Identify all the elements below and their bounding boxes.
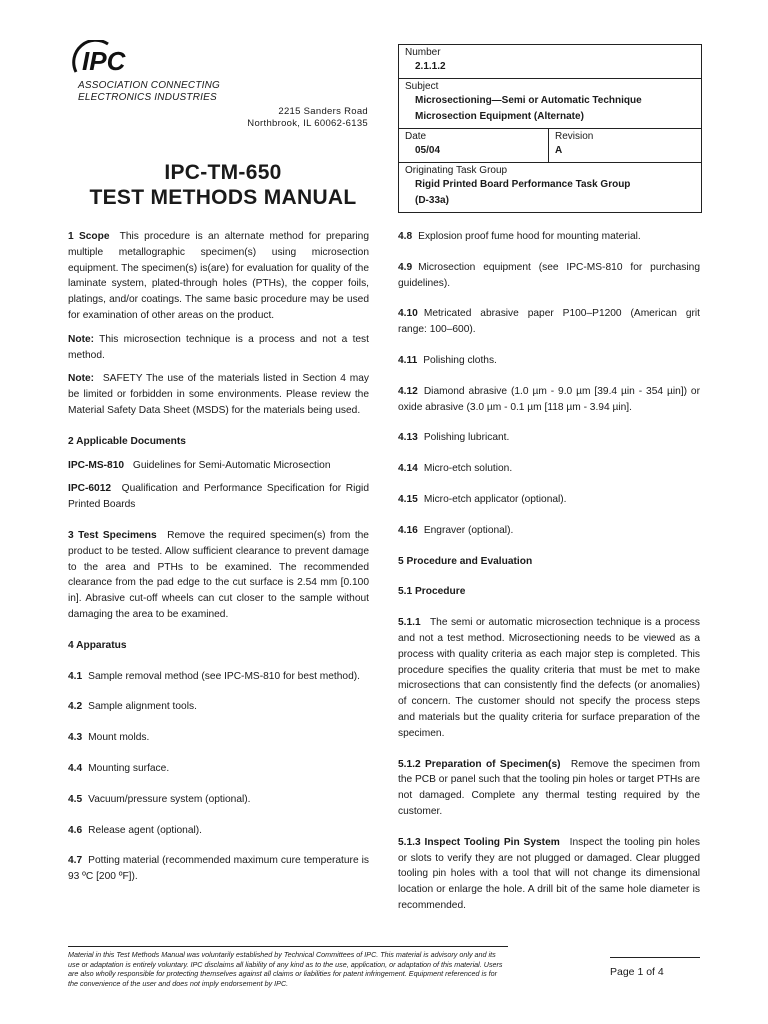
paragraph-5-1-2: 5.1.2 Preparation of Specimen(s) Remove the specimen from the PCB or panel such that the tooling pin holes or target PTHs are not damaged. Complete any thermal testing required by the customer.	[398, 758, 700, 817]
number-cell: Number 2.1.1.2	[399, 45, 701, 79]
address: 2215 Sanders Road Northbrook, IL 60062-6135	[247, 106, 368, 129]
apparatus-item: 4.4 Mounting surface.	[68, 762, 170, 774]
left-column	[68, 229, 369, 885]
right-column	[398, 229, 700, 914]
section-heading-apparatus: 4 Apparatus	[68, 639, 127, 651]
paragraph-5-1-3: 5.1.3 Inspect Tooling Pin System Inspect the tooling pin holes or slots to verify they are not plugged or damaged. Clear plugged tooling pin holes with a tool that will not change its dimensional location or enlarge the hole. A drill bit of the same hole diameter is recommended.	[398, 836, 700, 911]
manual-title: IPC-TM-650 TEST METHODS MANUAL	[89, 161, 357, 209]
document-info-box	[398, 44, 702, 213]
apparatus-item: 4.16 Engraver (optional).	[398, 524, 514, 536]
apparatus-item: 4.11 Polishing cloths.	[398, 354, 497, 366]
apparatus-item: 4.3 Mount molds.	[68, 732, 150, 744]
subject-cell: Subject Microsectioning—Semi or Automatic Technique Microsection Equipment (Alternate)	[399, 79, 701, 129]
test-specimens-section: 3 Test Specimens Remove the required specimen(s) from the product to be tested. Allow sufficient clearance to prevent damage to the area and PTHs to be examined. The recommended clearance from the pad edge to the cut surface is 2.54 mm [0.100 in]. Abrasive cut-off wheels can cut closer to the sample without damaging the area to be examined.	[68, 529, 369, 620]
ipc-logo-icon	[68, 40, 138, 78]
logo-text: IPC	[82, 46, 126, 76]
date-cell: Date 05/04	[399, 129, 549, 162]
org-tagline: ASSOCIATION CONNECTING ELECTRONICS INDUSTRIES	[78, 80, 221, 103]
apparatus-item: 4.1 Sample removal method (see IPC-MS-810 for best method).	[68, 670, 360, 682]
apparatus-list	[68, 669, 369, 885]
document-ref: IPC-MS-810 Guidelines for Semi-Automatic Microsection	[68, 459, 331, 471]
apparatus-item: 4.13 Polishing lubricant.	[398, 432, 510, 444]
ipc-logo	[68, 40, 248, 110]
apparatus-item: 4.15 Micro-etch applicator (optional).	[398, 493, 567, 505]
apparatus-item: 4.12 Diamond abrasive (1.0 µm - 9.0 µm [39.4 µin - 354 µin]) or oxide abrasive (3.0 µm - 0.1 µm [118 µm - 3.94 µin].	[398, 385, 700, 413]
document-ref: IPC-6012 Qualification and Performance Specification for Rigid Printed Boards	[68, 483, 369, 511]
note-safety: Note: SAFETY The use of the materials listed in Section 4 may be limited or forbidden in some environments. Please review the Material Safety Data Sheet (MSDS) for the materials being used.	[68, 373, 369, 416]
subsection-heading-procedure: 5.1 Procedure	[398, 586, 466, 598]
scope-section: 1 Scope This procedure is an alternate method for preparing multiple metallographic specimen(s) using microsection equipment. The specimen(s) is(are) for evaluation for quality of the laminate system, plated-through holes (PTHs), the copper foils, platings, and/or coatings. The same basic procedure may be used for examination of other areas on the product.	[68, 231, 369, 321]
apparatus-item: 4.14 Micro-etch solution.	[398, 463, 513, 475]
apparatus-item: 4.9 Microsection equipment (see IPC-MS-810 for purchasing guidelines).	[398, 261, 700, 289]
task-group-cell: Originating Task Group Rigid Printed Board Performance Task Group (D-33a)	[405, 165, 631, 206]
footer-disclaimer: Material in this Test Methods Manual was voluntarily established by Technical Committees of IPC. This material is advisory only and its use or adaptation is entirely voluntary. IPC disclaims all liability of any kind as to the use, application, or adaptation of this material. Users are also wholly responsible for protecting themselves against all claims or liabilities for patent infringement. Equipment referenced is for the convenience of the user and does not imply endorsement by IPC.	[68, 950, 503, 988]
section-heading-procedure: 5 Procedure and Evaluation	[398, 555, 533, 567]
document-number: 2.1.1.2	[415, 61, 446, 72]
paragraph-5-1-1: 5.1.1 The semi or automatic microsection technique is a process and not a test method. Microsectioning needs to be viewed as a process with quality criteria as each major step is completed. This procedure specifies the quality criteria that must be met to make microsections that can consistently find the defects (or anomalies) of concern. The customer should not specify the process steps and materials but the quality criteria for surface preparation of the specimen.	[398, 617, 700, 739]
apparatus-item: 4.7 Potting material (recommended maximum cure temperature is 93 ºC [200 ºF]).	[68, 855, 369, 883]
page-number: Page 1 of 4	[610, 957, 700, 978]
footer-divider	[68, 946, 508, 947]
apparatus-item: 4.8 Explosion proof fume hood for mounting material.	[398, 231, 641, 242]
date-revision-row	[399, 129, 701, 163]
apparatus-item: 4.6 Release agent (optional).	[68, 824, 203, 836]
apparatus-list-continued	[398, 229, 700, 539]
apparatus-item: 4.5 Vacuum/pressure system (optional).	[68, 793, 251, 805]
apparatus-item: 4.2 Sample alignment tools.	[68, 701, 197, 713]
note-process: Note: This microsection technique is a process and not a test method.	[68, 333, 369, 361]
apparatus-item: 4.10 Metricated abrasive paper P100–P1200 (American grit range: 100–600).	[398, 308, 700, 336]
revision-cell: Revision A	[555, 131, 594, 156]
section-heading-documents: 2 Applicable Documents	[68, 435, 186, 447]
